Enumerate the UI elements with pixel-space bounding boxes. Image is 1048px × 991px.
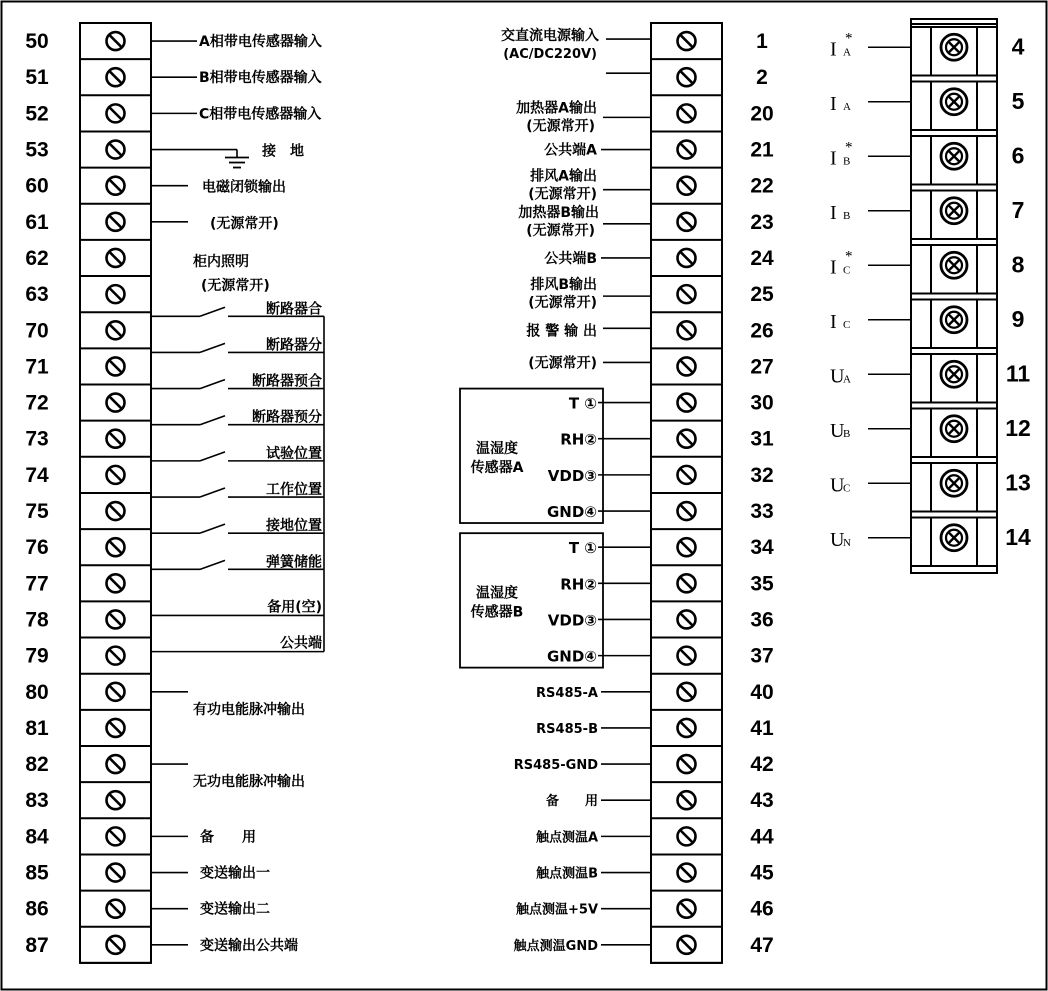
screw-icon bbox=[678, 285, 696, 303]
screw-icon bbox=[678, 755, 696, 773]
terminal-number: 87 bbox=[25, 933, 49, 957]
phase-subscript: B bbox=[843, 427, 851, 440]
current-voltage-symbol: I bbox=[830, 310, 837, 333]
phase-subscript: N bbox=[843, 536, 851, 549]
screw-icon bbox=[678, 466, 696, 484]
cross-screw-icon bbox=[941, 361, 967, 387]
terminal-label: 变送输出二 bbox=[200, 901, 270, 918]
terminal-label: 试验位置 bbox=[266, 445, 322, 462]
terminal-label: 排风B输出 bbox=[530, 277, 597, 294]
terminal-number: 46 bbox=[750, 897, 774, 921]
terminal-number: 86 bbox=[25, 897, 49, 921]
terminal-number: 26 bbox=[750, 319, 774, 343]
group-label: 柜内照明 bbox=[193, 253, 249, 270]
sensor-pin-label: RH② bbox=[560, 575, 597, 594]
terminal-label: 报 警 输 出 bbox=[526, 323, 597, 340]
group-label-sub: (无源常开) bbox=[210, 215, 279, 232]
sensor-pin-label: GND④ bbox=[546, 647, 597, 666]
terminal-label: 工作位置 bbox=[266, 482, 322, 499]
terminal-number: 70 bbox=[25, 319, 49, 343]
phase-subscript: B bbox=[843, 209, 851, 222]
screw-icon bbox=[107, 900, 125, 918]
screw-icon bbox=[107, 574, 125, 592]
terminal-number: 72 bbox=[25, 391, 49, 415]
screw-icon bbox=[107, 213, 125, 231]
terminal-number: 5 bbox=[1011, 87, 1025, 114]
terminal-number: 63 bbox=[25, 283, 49, 307]
terminal-number: 51 bbox=[25, 66, 49, 90]
group-label: 有功电能脉冲输出 bbox=[193, 701, 305, 718]
screw-icon bbox=[107, 32, 125, 50]
terminal-number: 79 bbox=[25, 644, 49, 668]
current-voltage-symbol: I bbox=[830, 201, 837, 224]
terminal-label: 公共端B bbox=[544, 250, 597, 267]
terminal-number: 77 bbox=[25, 572, 49, 596]
middle-terminal-block bbox=[460, 23, 774, 963]
current-voltage-symbol: U bbox=[830, 365, 845, 388]
terminal-number: 45 bbox=[750, 861, 774, 885]
screw-icon bbox=[107, 791, 125, 809]
terminal-number: 14 bbox=[1005, 523, 1031, 550]
screw-icon bbox=[107, 647, 125, 665]
terminal-label: 备 用 bbox=[545, 794, 598, 810]
screw-icon bbox=[107, 502, 125, 520]
polarity-star: * bbox=[845, 248, 853, 265]
terminal-label: (无源常开) bbox=[526, 222, 595, 239]
cross-screw-icon bbox=[941, 525, 967, 551]
group-label: 电磁闭锁输出 bbox=[202, 179, 286, 196]
terminal-label: 变送输出一 bbox=[200, 865, 270, 882]
terminal-label: 变送输出公共端 bbox=[200, 937, 298, 954]
screw-icon bbox=[107, 141, 125, 159]
screw-icon bbox=[107, 827, 125, 845]
terminal-label: 交直流电源输入 bbox=[501, 28, 599, 45]
terminal-label: 触点测温GND bbox=[513, 938, 598, 954]
terminal-number: 76 bbox=[25, 536, 49, 560]
screw-icon bbox=[678, 574, 696, 592]
group-label: 无功电能脉冲输出 bbox=[193, 774, 305, 791]
terminal-number: 74 bbox=[25, 463, 49, 487]
terminal-number: 80 bbox=[25, 680, 49, 704]
terminal-label: 接地位置 bbox=[266, 518, 322, 535]
sensor-pin-label: T ① bbox=[568, 539, 597, 558]
terminal-label: (无源常开) bbox=[528, 186, 597, 203]
terminal-number: 21 bbox=[750, 138, 774, 162]
screw-icon bbox=[678, 936, 696, 954]
sensor-name: 传感器A bbox=[470, 459, 524, 476]
screw-icon bbox=[107, 610, 125, 628]
switch-contact bbox=[200, 307, 225, 316]
terminal-label: (AC/DC220V) bbox=[503, 47, 597, 63]
terminal-label: 备 用 bbox=[200, 829, 256, 846]
switch-contact bbox=[200, 452, 225, 461]
screw-icon bbox=[107, 357, 125, 375]
terminal-label: 断路器分 bbox=[266, 337, 322, 354]
cross-screw-icon bbox=[941, 252, 967, 278]
terminal-number: 35 bbox=[750, 572, 774, 596]
terminal-label: 断路器预分 bbox=[252, 409, 322, 426]
terminal-label: 触点测温+5V bbox=[516, 902, 598, 918]
terminal-label: 断路器预合 bbox=[252, 373, 322, 390]
screw-icon bbox=[678, 610, 696, 628]
screw-icon bbox=[678, 104, 696, 122]
terminal-label: RS485-A bbox=[536, 685, 598, 701]
current-voltage-symbol: U bbox=[830, 528, 845, 551]
screw-icon bbox=[678, 394, 696, 412]
terminal-number: 85 bbox=[25, 861, 49, 885]
terminal-number: 4 bbox=[1011, 33, 1025, 60]
screw-icon bbox=[678, 213, 696, 231]
sensor-name: 温湿度 bbox=[476, 440, 518, 457]
terminal-label: 接 地 bbox=[262, 143, 304, 160]
screw-icon bbox=[107, 864, 125, 882]
switch-contact bbox=[200, 524, 225, 533]
terminal-number: 34 bbox=[750, 536, 774, 560]
screw-icon bbox=[107, 936, 125, 954]
screw-icon bbox=[107, 104, 125, 122]
screw-icon bbox=[107, 719, 125, 737]
terminal-number: 40 bbox=[750, 680, 774, 704]
terminal-number: 42 bbox=[750, 753, 774, 777]
terminal-number: 44 bbox=[750, 825, 774, 849]
terminal-number: 61 bbox=[25, 210, 49, 234]
sensor-name: 传感器B bbox=[470, 604, 524, 621]
cross-screw-icon bbox=[941, 307, 967, 333]
terminal-number: 25 bbox=[750, 283, 774, 307]
screw-icon bbox=[678, 827, 696, 845]
terminal-number: 1 bbox=[756, 30, 768, 54]
sensor-pin-label: RH② bbox=[560, 430, 597, 449]
screw-icon bbox=[107, 249, 125, 267]
sensor-pin-label: GND④ bbox=[546, 503, 597, 522]
terminal-number: 31 bbox=[750, 427, 774, 451]
current-voltage-symbol: I bbox=[830, 147, 837, 170]
screw-icon bbox=[107, 755, 125, 773]
current-voltage-symbol: U bbox=[830, 474, 845, 497]
terminal-number: 37 bbox=[750, 644, 774, 668]
terminal-label: RS485-GND bbox=[513, 758, 598, 774]
left-terminal-block bbox=[25, 23, 324, 963]
screw-icon bbox=[678, 538, 696, 556]
terminal-label: 排风A输出 bbox=[530, 168, 597, 185]
screw-icon bbox=[678, 900, 696, 918]
screw-icon bbox=[107, 683, 125, 701]
terminal-label: 备用(空) bbox=[267, 599, 322, 616]
current-voltage-symbol: U bbox=[830, 419, 845, 442]
right-terminal-block bbox=[830, 19, 1031, 573]
terminal-label: 弹簧储能 bbox=[266, 554, 322, 571]
cross-screw-icon bbox=[941, 89, 967, 115]
sensor-pin-label: VDD③ bbox=[547, 611, 597, 630]
terminal-number: 20 bbox=[750, 102, 774, 126]
screw-icon bbox=[678, 791, 696, 809]
terminal-number: 9 bbox=[1011, 305, 1025, 332]
screw-icon bbox=[678, 683, 696, 701]
terminal-number: 2 bbox=[756, 66, 768, 90]
screw-icon bbox=[107, 430, 125, 448]
sensor-pin-label: VDD③ bbox=[547, 466, 597, 485]
terminal-number: 8 bbox=[1011, 251, 1025, 278]
phase-subscript: A bbox=[843, 100, 851, 113]
polarity-star: * bbox=[845, 139, 853, 156]
polarity-star: * bbox=[845, 30, 853, 47]
screw-icon bbox=[678, 68, 696, 86]
screw-icon bbox=[678, 647, 696, 665]
terminal-number: 7 bbox=[1011, 196, 1025, 223]
terminal-number: 43 bbox=[750, 789, 774, 813]
phase-subscript: A bbox=[843, 373, 851, 386]
screw-icon bbox=[678, 321, 696, 339]
terminal-number: 41 bbox=[750, 716, 774, 740]
phase-subscript: C bbox=[843, 264, 851, 277]
screw-icon bbox=[678, 249, 696, 267]
terminal-label: 公共端 bbox=[280, 635, 322, 652]
screw-icon bbox=[107, 177, 125, 195]
terminal-number: 82 bbox=[25, 753, 49, 777]
terminal-number: 32 bbox=[750, 463, 774, 487]
terminal-number: 6 bbox=[1011, 142, 1025, 169]
terminal-number: 24 bbox=[750, 246, 774, 270]
terminal-label: 加热器B输出 bbox=[518, 204, 599, 221]
phase-subscript: C bbox=[843, 318, 851, 331]
current-voltage-symbol: I bbox=[830, 92, 837, 115]
group-label-sub: (无源常开) bbox=[201, 278, 270, 295]
current-voltage-symbol: I bbox=[830, 38, 837, 61]
sensor-pin-label: T ① bbox=[568, 394, 597, 413]
current-voltage-symbol: I bbox=[830, 256, 837, 279]
terminal-label: 触点测温A bbox=[535, 830, 598, 846]
terminal-number: 36 bbox=[750, 608, 774, 632]
phase-subscript: B bbox=[843, 155, 851, 168]
terminal-label: (无源常开) bbox=[528, 295, 597, 312]
screw-icon bbox=[678, 357, 696, 375]
ground-icon bbox=[225, 158, 249, 168]
switch-contact bbox=[200, 380, 225, 389]
screw-icon bbox=[107, 466, 125, 484]
terminal-label: 触点测温B bbox=[536, 866, 598, 882]
terminal-number: 75 bbox=[25, 500, 49, 524]
screw-icon bbox=[678, 32, 696, 50]
screw-icon bbox=[678, 177, 696, 195]
terminal-label: B相带电传感器输入 bbox=[199, 70, 322, 87]
terminal-number: 33 bbox=[750, 500, 774, 524]
screw-icon bbox=[678, 864, 696, 882]
screw-icon bbox=[107, 285, 125, 303]
cross-screw-icon bbox=[941, 470, 967, 496]
terminal-label: A相带电传感器输入 bbox=[199, 34, 322, 51]
switch-contact bbox=[200, 488, 225, 497]
terminal-number: 23 bbox=[750, 210, 774, 234]
terminal-number: 73 bbox=[25, 427, 49, 451]
screw-icon bbox=[678, 719, 696, 737]
terminal-label: RS485-B bbox=[536, 721, 598, 737]
screw-icon bbox=[107, 394, 125, 412]
switch-contact bbox=[200, 343, 225, 352]
terminal-number: 84 bbox=[25, 825, 49, 849]
screw-icon bbox=[678, 430, 696, 448]
terminal-number: 30 bbox=[750, 391, 774, 415]
cross-screw-icon bbox=[941, 198, 967, 224]
cross-screw-icon bbox=[941, 416, 967, 442]
terminal-number: 78 bbox=[25, 608, 49, 632]
terminal-number: 53 bbox=[25, 138, 49, 162]
terminal-number: 13 bbox=[1005, 469, 1031, 496]
screw-icon bbox=[678, 502, 696, 520]
cross-screw-icon bbox=[941, 34, 967, 60]
terminal-label: C相带电传感器输入 bbox=[199, 106, 322, 123]
terminal-number: 81 bbox=[25, 716, 49, 740]
terminal-label: 断路器合 bbox=[266, 301, 322, 318]
terminal-number: 12 bbox=[1005, 414, 1031, 441]
cross-screw-icon bbox=[941, 143, 967, 169]
terminal-number: 83 bbox=[25, 789, 49, 813]
screw-icon bbox=[107, 321, 125, 339]
screw-icon bbox=[107, 68, 125, 86]
terminal-number: 11 bbox=[1005, 360, 1031, 387]
terminal-number: 62 bbox=[25, 246, 49, 270]
sensor-name: 温湿度 bbox=[476, 585, 518, 602]
switch-contact bbox=[200, 416, 225, 425]
screw-icon bbox=[678, 141, 696, 159]
terminal-number: 27 bbox=[750, 355, 774, 379]
terminal-label: (无源常开) bbox=[526, 118, 595, 135]
switch-contact bbox=[200, 560, 225, 569]
terminal-label: (无源常开) bbox=[528, 355, 597, 372]
phase-subscript: C bbox=[843, 482, 851, 495]
screw-icon bbox=[107, 538, 125, 556]
terminal-number: 22 bbox=[750, 174, 774, 198]
terminal-label: 公共端A bbox=[544, 142, 597, 159]
terminal-label: 加热器A输出 bbox=[516, 100, 597, 117]
terminal-number: 60 bbox=[25, 174, 49, 198]
terminal-number: 47 bbox=[750, 933, 774, 957]
terminal-number: 52 bbox=[25, 102, 49, 126]
terminal-number: 50 bbox=[25, 30, 49, 54]
phase-subscript: A bbox=[843, 46, 851, 59]
terminal-number: 71 bbox=[25, 355, 49, 379]
